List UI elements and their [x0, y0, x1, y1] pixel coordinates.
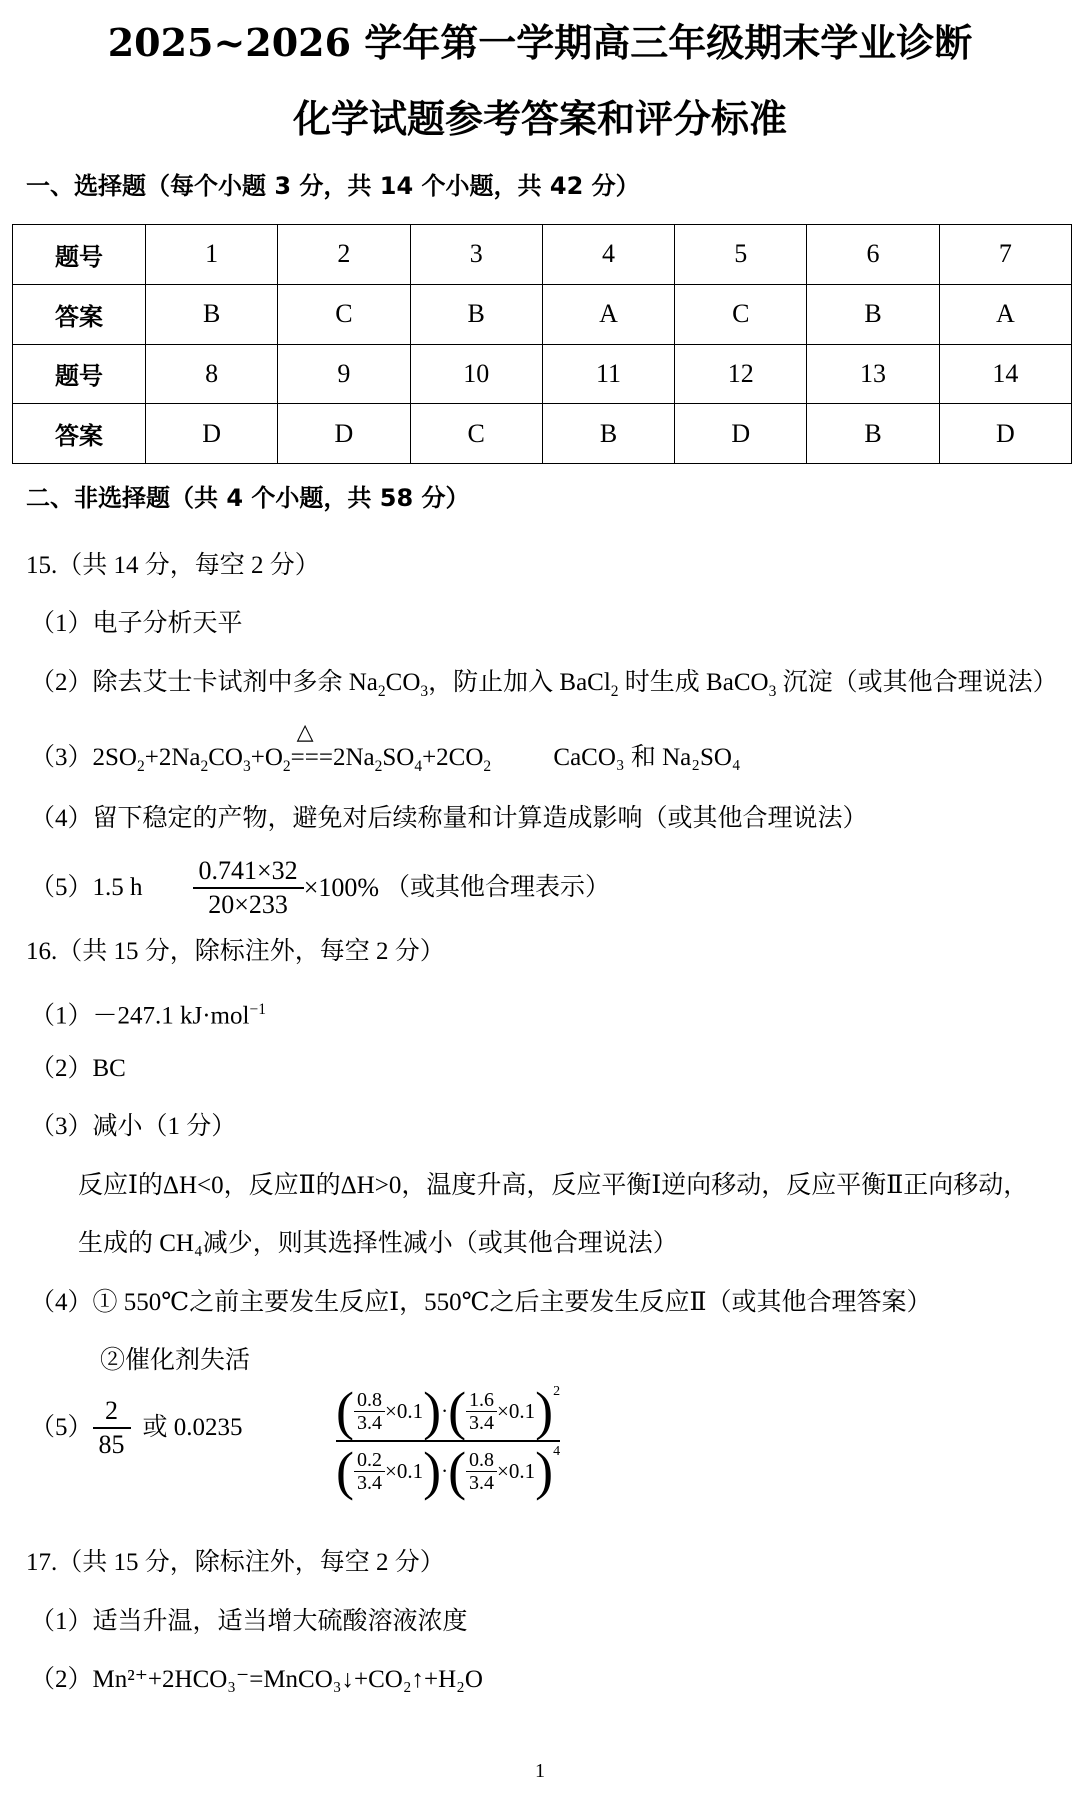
answer-cell: B: [807, 284, 939, 344]
answer-cell: D: [939, 404, 1071, 464]
q15-answer-1: （1）电子分析天平: [30, 610, 243, 637]
question-number: 13: [807, 344, 939, 404]
row-label: 题号: [13, 344, 146, 404]
page-subtitle: 化学试题参考答案和评分标准: [292, 96, 787, 141]
question-number: 2: [278, 225, 410, 285]
section1-heading: 一、选择题（每个小题 3 分，共 14 个小题，共 42 分）: [26, 172, 640, 200]
table-row: [13, 344, 1072, 404]
q15-answer-4: （4）留下稳定的产物，避免对后续称量和计算造成影响（或其他合理说法）: [30, 805, 868, 832]
kp-simple-fraction: $\frac{2}{85}$: [93, 1395, 131, 1461]
q17-answer-2: （2）Mn²⁺+2HCO₃⁻=MnCO₃↓+CO₂↑+H₂O: [30, 1666, 483, 1693]
row-label: 答案: [13, 284, 146, 344]
q16-answer-3-explain-1: 反应Ⅰ的ΔH<0，反应Ⅱ的ΔH>0，温度升高，反应平衡Ⅰ逆向移动，反应平衡Ⅱ正向移动，: [78, 1172, 1029, 1199]
q15-answer-2: （2）除去艾士卡试剂中多余 $Na_2CO_3$，防止加入 BaCl$_2$ 时生成 BaCO$_3$ 沉淀（或其他合理说法）: [30, 669, 1058, 700]
q15-header: 15.（共 14 分，每空 2 分）: [26, 552, 320, 579]
row-label: 题号: [13, 225, 146, 285]
answer-cell: D: [278, 404, 410, 464]
answer-cell: D: [146, 404, 278, 464]
q16-answer-4-2: ②催化剂失活: [100, 1347, 251, 1374]
yield-fraction: $\frac{0.741\times 32}{20\times 233}$: [193, 855, 304, 921]
section2-heading: 二、非选择题（共 4 个小题，共 58 分）: [26, 484, 470, 512]
answer-cell: B: [146, 284, 278, 344]
question-number: 11: [542, 344, 674, 404]
q15-answer-5: （5）1.5 h $\frac{0.741\times 32}{20\times 233}$ ×100% （或其他合理表示）: [30, 856, 611, 919]
answer-cell: C: [278, 284, 410, 344]
question-number: 5: [675, 225, 807, 285]
row-label: 答案: [13, 404, 146, 464]
q16-answer-3-explain-2: 生成的 CH₄减少，则其选择性减小（或其他合理说法）: [78, 1230, 678, 1257]
q16-answer-5: （5） $\frac{2}{85}$ 或 0.0235: [30, 1396, 243, 1459]
question-number: 3: [410, 225, 542, 285]
heat-triangle-icon: △: [296, 719, 314, 744]
q16-answer-2: （2）BC: [30, 1055, 126, 1082]
answer-cell: A: [939, 284, 1071, 344]
q17-header: 17.（共 15 分，除标注外，每空 2 分）: [26, 1549, 445, 1576]
kp-expression: [336, 1381, 561, 1501]
kp-numerator: ( $\frac{0.8}{3.4}$ ×0.1 ) · ( $\frac{1.6}{3.4}$ ×0.1 ) 2: [336, 1381, 561, 1441]
question-number: 8: [146, 344, 278, 404]
q16-answer-3: （3）减小（1 分）: [30, 1113, 237, 1140]
answer-cell: B: [542, 404, 674, 464]
q16-header: 16.（共 15 分，除标注外，每空 2 分）: [26, 938, 445, 965]
answer-cell: B: [807, 404, 939, 464]
question-number: 10: [410, 344, 542, 404]
q17-answer-1: （1）适当升温，适当增大硫酸溶液浓度: [30, 1608, 468, 1635]
question-number: 9: [278, 344, 410, 404]
question-number: 14: [939, 344, 1071, 404]
page-title: 2025~2026 学年第一学期高三年级期末学业诊断: [107, 20, 973, 65]
answer-cell: A: [542, 284, 674, 344]
q15-answer-3: $(3)2SO_2+2Na_2CO_3+O_2$ △ $===2Na_2SO_4+2CO_2$ CaCO₃ 和 Na₂SO₄: [30, 742, 741, 783]
question-number: 12: [675, 344, 807, 404]
table-row: [13, 284, 1072, 344]
answer-cell: B: [410, 284, 542, 344]
question-number: 7: [939, 225, 1071, 285]
kp-denominator: ( $\frac{0.2}{3.4}$ ×0.1 ) · ( $\frac{0.8}{3.4}$ ×0.1 ) 4: [336, 1441, 561, 1501]
table-row: [13, 225, 1072, 285]
q16-answer-1: （1）－247.1 kJ·mol$^{-1}$: [30, 1001, 266, 1030]
table-row: [13, 404, 1072, 464]
question-number: 1: [146, 225, 278, 285]
answer-cell: D: [675, 404, 807, 464]
question-number: 6: [807, 225, 939, 285]
question-number: 4: [542, 225, 674, 285]
page-number: 1: [535, 1760, 545, 1782]
answer-cell: C: [675, 284, 807, 344]
q16-answer-4-1: （4）① 550℃之前主要发生反应Ⅰ，550℃之后主要发生反应Ⅱ（或其他合理答案）: [30, 1289, 932, 1316]
answer-cell: C: [410, 404, 542, 464]
answer-table: [12, 224, 1072, 464]
